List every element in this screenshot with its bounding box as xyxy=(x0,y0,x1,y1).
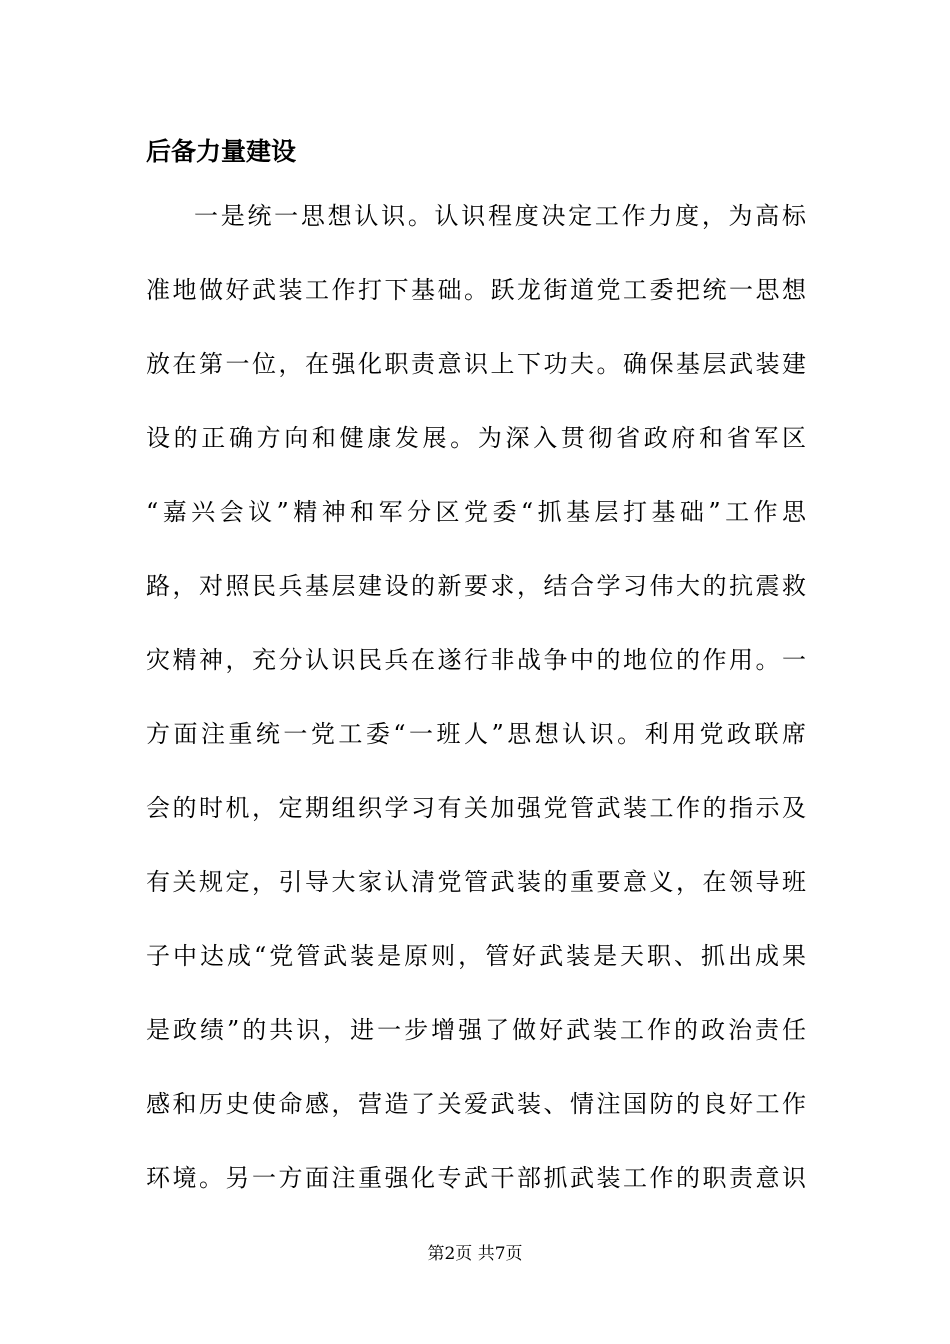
paragraph-line: 子中达成“党管武装是原则，管好武装是天职、抓出成果 xyxy=(146,942,806,970)
body-paragraph xyxy=(146,196,806,1232)
paragraph-line: 设的正确方向和健康发展。为深入贯彻省政府和省军区 xyxy=(146,424,806,452)
paragraph-line: “嘉兴会议”精神和军分区党委“抓基层打基础”工作思 xyxy=(146,498,806,526)
paragraph-line: 放在第一位，在强化职责意识上下功夫。确保基层武装建 xyxy=(146,350,806,378)
page-number-footer: 第2页 共7页 xyxy=(427,1244,523,1264)
paragraph-line: 环境。另一方面注重强化专武干部抓武装工作的职责意识 xyxy=(146,1164,806,1192)
paragraph-line: 会的时机，定期组织学习有关加强党管武装工作的指示及 xyxy=(146,794,806,822)
paragraph-line: 一是统一思想认识。认识程度决定工作力度，为高标 xyxy=(194,202,806,230)
paragraph-line: 准地做好武装工作打下基础。跃龙街道党工委把统一思想 xyxy=(146,276,806,304)
paragraph-line: 是政绩”的共识，进一步增强了做好武装工作的政治责任 xyxy=(146,1016,806,1044)
paragraph-line: 感和历史使命感，营造了关爱武装、情注国防的良好工作 xyxy=(146,1090,806,1118)
paragraph-line: 路，对照民兵基层建设的新要求，结合学习伟大的抗震救 xyxy=(146,572,806,600)
paragraph-line: 有关规定，引导大家认清党管武装的重要意义，在领导班 xyxy=(146,868,806,896)
paragraph-line: 方面注重统一党工委“一班人”思想认识。利用党政联席 xyxy=(146,720,806,748)
paragraph-line: 灾精神，充分认识民兵在遂行非战争中的地位的作用。一 xyxy=(146,646,806,674)
section-heading: 后备力量建设 xyxy=(146,137,297,166)
